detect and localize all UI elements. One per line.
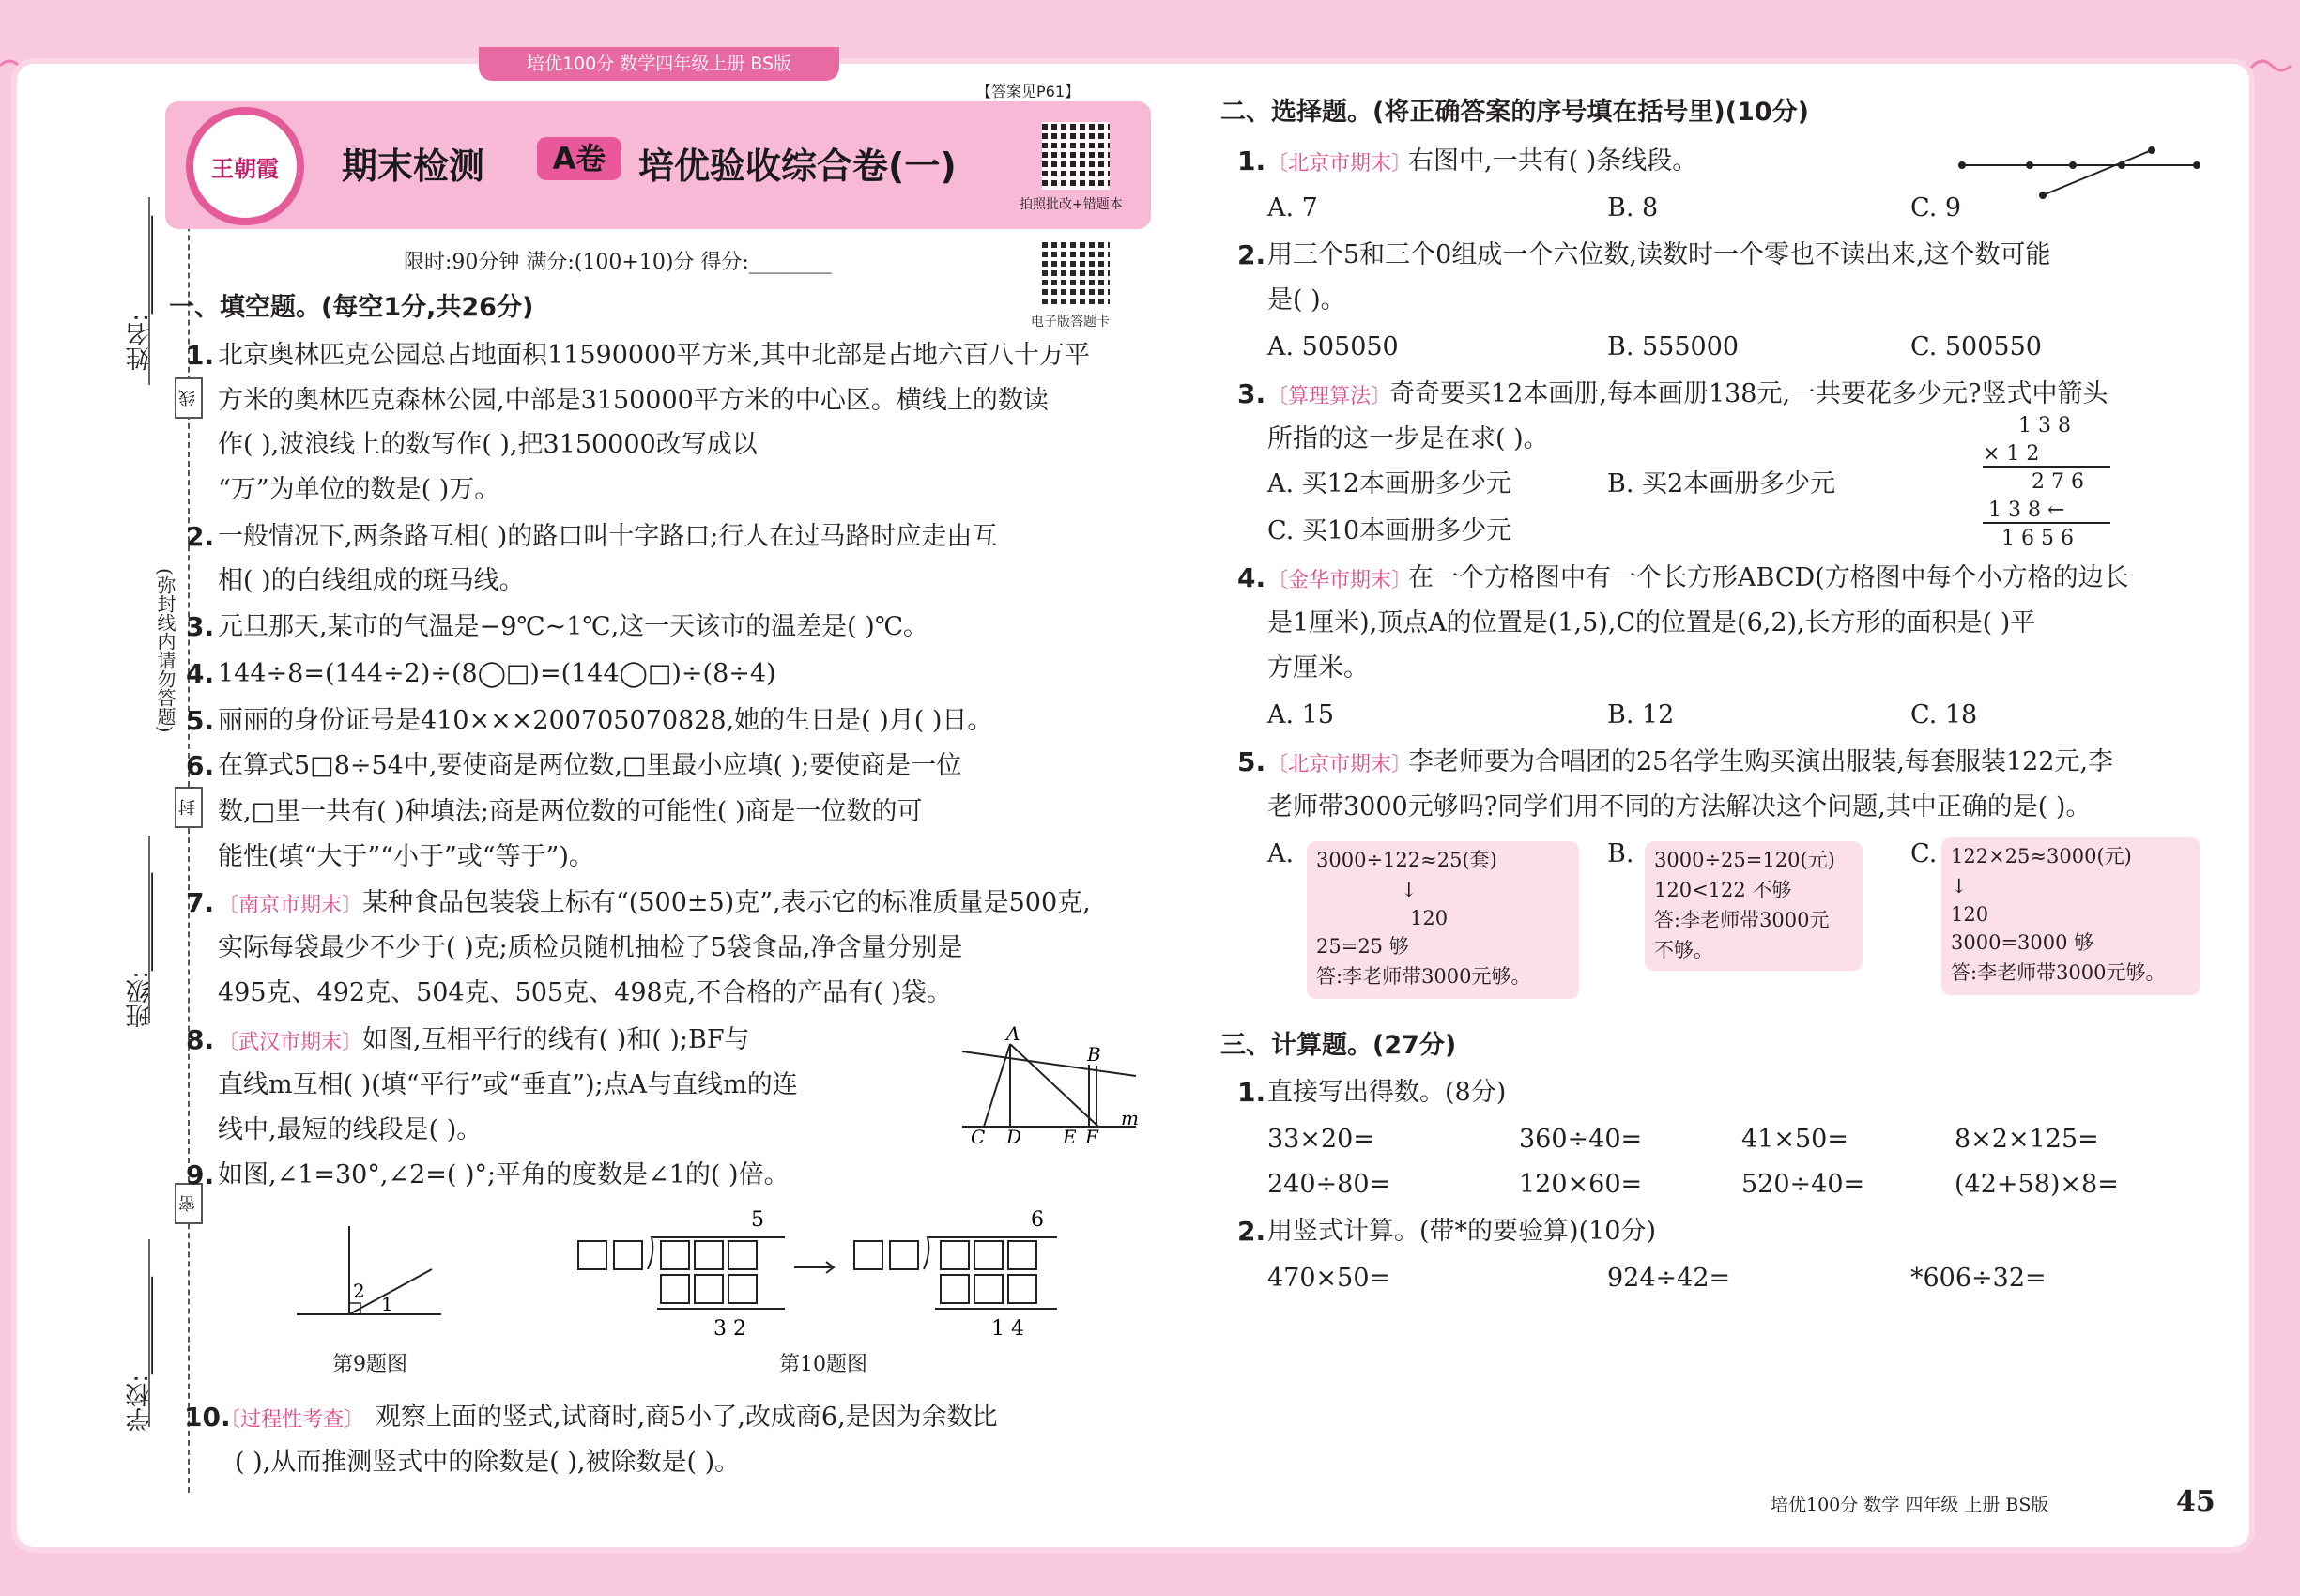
c1-segments-figure bbox=[1953, 141, 2206, 203]
seal-mark: 封 bbox=[175, 787, 203, 828]
c5b-row: 答:李老师带3000元 bbox=[1654, 909, 1830, 931]
c2-line: 用三个5和三个0组成一个六位数,读数时一个零也不读出来,这个数可能 bbox=[1267, 240, 2051, 269]
qr1-caption: 拍照批改+错题本 bbox=[1020, 197, 1123, 212]
svg-text:5: 5 bbox=[751, 1208, 764, 1232]
class-label: 班级:________ bbox=[126, 873, 154, 1028]
c4-option: B. 12 bbox=[1607, 700, 1675, 729]
c2-option: C. 500550 bbox=[1910, 332, 2042, 361]
svg-text:6: 6 bbox=[1031, 1208, 1044, 1232]
c-number: 4. bbox=[1237, 562, 1266, 593]
c5b-row: 3000÷25=120(元) bbox=[1654, 849, 1835, 871]
c1-source-tag: 〔北京市期末〕 bbox=[1267, 152, 1413, 176]
q2-line: 相( )的白线组成的斑马线。 bbox=[218, 566, 525, 595]
q1-line: 北京奥林匹克公园总占地面积11590000平方米,其中北部是占地六百八十万平 bbox=[218, 341, 1091, 370]
exam-meta: 限时:90分钟 满分:(100+10)分 得分:________ bbox=[404, 251, 832, 274]
c5c-row: 答:李老师带3000元够。 bbox=[1951, 961, 2166, 984]
c2-option: B. 555000 bbox=[1607, 332, 1740, 361]
section-fill-in: 一、填空题。(每空1分,共26分) bbox=[169, 293, 534, 322]
k2-line: 用竖式计算。(带*的要验算)(10分) bbox=[1267, 1217, 1656, 1246]
c-number: 3. bbox=[1237, 378, 1266, 409]
q-number: 4. bbox=[186, 658, 215, 689]
k1-item: 41×50= bbox=[1741, 1125, 1848, 1154]
bind-mark: 密 bbox=[175, 1183, 203, 1224]
c4-source-tag: 〔金华市期末〕 bbox=[1267, 569, 1413, 592]
c5-source-tag: 〔北京市期末〕 bbox=[1267, 753, 1413, 776]
q-number: 6. bbox=[186, 750, 215, 781]
q-number: 10. bbox=[184, 1402, 231, 1433]
svg-text:E: E bbox=[1063, 1126, 1077, 1145]
c-number: 5. bbox=[1237, 746, 1266, 777]
fig10-caption: 第10题图 bbox=[779, 1353, 867, 1376]
logo-text: 王朝霞 bbox=[211, 155, 279, 182]
svg-text:D: D bbox=[1006, 1126, 1022, 1145]
fig9-caption: 第9题图 bbox=[332, 1353, 407, 1376]
q-number: 9. bbox=[186, 1159, 215, 1190]
c5-option-letter: C. bbox=[1910, 839, 1938, 868]
name-underline bbox=[148, 197, 150, 385]
school-label: 学校:________ bbox=[126, 1277, 154, 1432]
c5-option-letter: A. bbox=[1267, 839, 1295, 868]
q1-line: 方米的奥林匹克森林公园,中部是3150000平方米的中心区。横线上的数读 bbox=[218, 386, 1049, 415]
svg-text:F: F bbox=[1085, 1126, 1098, 1145]
svg-text:1 4: 1 4 bbox=[991, 1317, 1024, 1341]
svg-text:A: A bbox=[1006, 1023, 1020, 1045]
c-number: 2. bbox=[1237, 239, 1266, 270]
q8-source-tag: 〔武汉市期末〕 bbox=[218, 1031, 363, 1054]
c5a-row: 120 bbox=[1410, 907, 1449, 929]
c4-line: 方厘米。 bbox=[1267, 653, 1369, 683]
series-pill: 培优100分 数学四年级上册 BS版 bbox=[479, 47, 839, 81]
q8-figure bbox=[958, 1023, 1145, 1145]
q-number: 3. bbox=[186, 611, 215, 642]
c3-calc-row: × 1 2 bbox=[1983, 442, 2040, 466]
section-choice: 二、选择题。(将正确答案的序号填在括号里)(10分) bbox=[1220, 98, 1809, 127]
q7-line: 实际每袋最少不少于( )克;质检员随机抽检了5袋食品,净含量分别是 bbox=[218, 933, 963, 962]
c3-line: 所指的这一步是在求( )。 bbox=[1267, 424, 1549, 453]
c1-option: B. 8 bbox=[1607, 193, 1659, 223]
c3-calc-row: 2 7 6 bbox=[2032, 470, 2084, 494]
q6-line: 能性(填“大于”“小于”或“等于”)。 bbox=[218, 842, 594, 871]
c1-line: 右图中,一共有( )条线段。 bbox=[1408, 146, 1698, 176]
footer-series: 培优100分 数学 四年级 上册 BS版 bbox=[1771, 1495, 2049, 1515]
q8-line: 如图,互相平行的线有( )和( );BF与 bbox=[362, 1025, 750, 1054]
q7-line: 某种食品包装袋上标有“(500±5)克”,表示它的标准质量是500克, bbox=[362, 888, 1091, 917]
k1-item: 240÷80= bbox=[1267, 1170, 1391, 1199]
svg-text:B: B bbox=[1087, 1043, 1101, 1066]
c3-calc-row: 1 3 8 bbox=[2018, 414, 2071, 437]
q10-line: 观察上面的竖式,试商时,商5小了,改成商6,是因为余数比 bbox=[376, 1403, 998, 1432]
k-number: 1. bbox=[1237, 1077, 1266, 1108]
c4-line: 是1厘米),顶点A的位置是(1,5),C的位置是(6,2),长方形的面积是( )平 bbox=[1267, 608, 2036, 637]
qr2-caption: 电子版答题卡 bbox=[1031, 315, 1110, 330]
c5-option-b-box bbox=[1645, 841, 1863, 971]
c4-line: 在一个方格图中有一个长方形ABCD(方格图中每个小方格的边长 bbox=[1408, 563, 2129, 592]
q2-line: 一般情况下,两条路互相( )的路口叫十字路口;行人在过马路时应走由互 bbox=[218, 522, 998, 551]
exam-title: 期末检测 bbox=[342, 146, 485, 187]
c1-option: A. 7 bbox=[1267, 193, 1318, 223]
q-number: 2. bbox=[186, 521, 215, 552]
c-number: 1. bbox=[1237, 146, 1266, 176]
c5a-row: 25=25 够 bbox=[1316, 935, 1409, 958]
q10-division-figure bbox=[573, 1205, 1061, 1346]
qr-code-icon[interactable] bbox=[1042, 122, 1110, 190]
c3-calc-row: 1 3 8 ← bbox=[1988, 499, 2065, 522]
c3-source-tag: 〔算理算法〕 bbox=[1267, 385, 1392, 408]
q-number: 7. bbox=[186, 887, 215, 918]
answer-reference: 【答案见P61】 bbox=[976, 83, 1081, 100]
q-number: 8. bbox=[186, 1024, 215, 1055]
q10-line: ( ),从而推测竖式中的除数是( ),被除数是( )。 bbox=[235, 1448, 741, 1477]
c3-line: 奇奇要买12本画册,每本画册138元,一共要花多少元?竖式中箭头 bbox=[1389, 379, 2108, 408]
brand-logo bbox=[186, 107, 304, 225]
line-mark: 线 bbox=[175, 377, 203, 419]
c3-option: B. 买2本画册多少元 bbox=[1607, 469, 1836, 499]
k2-item: 924÷42= bbox=[1607, 1264, 1731, 1293]
k1-item: 8×2×125= bbox=[1955, 1125, 2099, 1154]
k1-line: 直接写出得数。(8分) bbox=[1267, 1078, 1507, 1107]
svg-text:C: C bbox=[971, 1126, 986, 1145]
k2-item: 470×50= bbox=[1267, 1264, 1391, 1293]
q-number: 1. bbox=[186, 340, 215, 371]
q1-line: “万”为单位的数是( )万。 bbox=[218, 475, 500, 504]
k1-item: 360÷40= bbox=[1519, 1125, 1643, 1154]
k1-item: 33×20= bbox=[1267, 1125, 1374, 1154]
binding-margin bbox=[56, 103, 198, 1502]
section-calc: 三、计算题。(27分) bbox=[1220, 1031, 1457, 1060]
q7-line: 495克、492克、504克、505克、498克,不合格的产品有( )袋。 bbox=[218, 978, 952, 1007]
q-number: 5. bbox=[186, 705, 215, 736]
q10-source-tag: 〔过程性考查〕 bbox=[220, 1408, 365, 1432]
c5b-row: 120<122 不够 bbox=[1654, 879, 1792, 901]
svg-text:1: 1 bbox=[381, 1293, 393, 1315]
c4-option: A. 15 bbox=[1267, 700, 1335, 729]
q3-line: 元旦那天,某市的气温是−9℃~1℃,这一天该市的温差是( )℃。 bbox=[218, 612, 929, 641]
c2-line: 是( )。 bbox=[1267, 285, 1346, 315]
c5a-row: 3000÷122≈25(套) bbox=[1316, 849, 1497, 871]
paper-badge: A卷 bbox=[537, 137, 621, 180]
k1-item: (42+58)×8= bbox=[1955, 1170, 2119, 1199]
c4-option: C. 18 bbox=[1910, 700, 1978, 729]
exam-subtitle: 培优验收综合卷(一) bbox=[638, 146, 957, 187]
q4-line: 144÷8=(144÷2)÷(8◯□)=(144◯□)÷(8÷4) bbox=[218, 659, 776, 688]
k2-item: *606÷32= bbox=[1910, 1264, 2047, 1293]
q5-line: 丽丽的身份证号是410×××200705070828,她的生日是( )月( )日。 bbox=[218, 706, 993, 735]
school-underline bbox=[148, 1239, 150, 1427]
q8-line: 直线m互相( )(填“平行”或“垂直”);点A与直线m的连 bbox=[218, 1070, 798, 1099]
c5-line: 老师带3000元够吗?同学们用不同的方法解决这个问题,其中正确的是( )。 bbox=[1267, 792, 2092, 821]
svg-text:3 2: 3 2 bbox=[713, 1317, 746, 1341]
c5b-row: 不够。 bbox=[1654, 939, 1713, 961]
c3-option: A. 买12本画册多少元 bbox=[1267, 469, 1512, 499]
k-number: 2. bbox=[1237, 1216, 1266, 1247]
q9-line: 如图,∠1=30°,∠2=( )°;平角的度数是∠1的( )倍。 bbox=[218, 1160, 790, 1189]
k1-item: 120×60= bbox=[1519, 1170, 1643, 1199]
q6-line: 在算式5□8÷54中,要使商是两位数,□里最小应填( );要使商是一位 bbox=[218, 751, 962, 780]
c5c-row: ↓ bbox=[1951, 875, 1968, 898]
name-label: 姓名:________ bbox=[126, 216, 154, 371]
c5c-row: 3000=3000 够 bbox=[1951, 931, 2094, 954]
q9-angle-figure bbox=[291, 1220, 451, 1324]
c2-option: A. 505050 bbox=[1267, 332, 1399, 361]
svg-text:m: m bbox=[1121, 1107, 1139, 1129]
c5-line: 李老师要为合唱团的25名学生购买演出服装,每套服装122元,李 bbox=[1408, 747, 2114, 776]
c5a-row: ↓ bbox=[1401, 879, 1418, 901]
k1-item: 520÷40= bbox=[1741, 1170, 1865, 1199]
q8-line: 线中,最短的线段是( )。 bbox=[218, 1115, 483, 1144]
c5c-row: 120 bbox=[1951, 903, 1989, 926]
c3-calc-row: 1 6 5 6 bbox=[2001, 527, 2074, 550]
seal-note: (弥封线内请勿答题) bbox=[154, 568, 176, 733]
qr-code-icon[interactable] bbox=[1042, 240, 1110, 308]
c5-option-c-box bbox=[1941, 837, 2200, 995]
q1-line: 作( ),波浪线上的数写作( ),把3150000改写成以 bbox=[218, 430, 758, 459]
svg-text:2: 2 bbox=[353, 1280, 365, 1302]
c5a-row: 答:李老师带3000元够。 bbox=[1316, 965, 1531, 988]
q7-source-tag: 〔南京市期末〕 bbox=[218, 894, 363, 917]
q6-line: 数,□里一共有( )种填法;商是两位数的可能性( )商是一位数的可 bbox=[218, 797, 923, 826]
c5-option-letter: B. bbox=[1607, 839, 1634, 868]
c3-option: C. 买10本画册多少元 bbox=[1267, 516, 1512, 545]
c1-option: C. 9 bbox=[1910, 193, 1962, 223]
page-number: 45 bbox=[2176, 1485, 2216, 1518]
class-underline bbox=[148, 836, 150, 1023]
c5-option-a-box bbox=[1307, 841, 1579, 999]
c5c-row: 122×25≈3000(元) bbox=[1951, 845, 2132, 867]
